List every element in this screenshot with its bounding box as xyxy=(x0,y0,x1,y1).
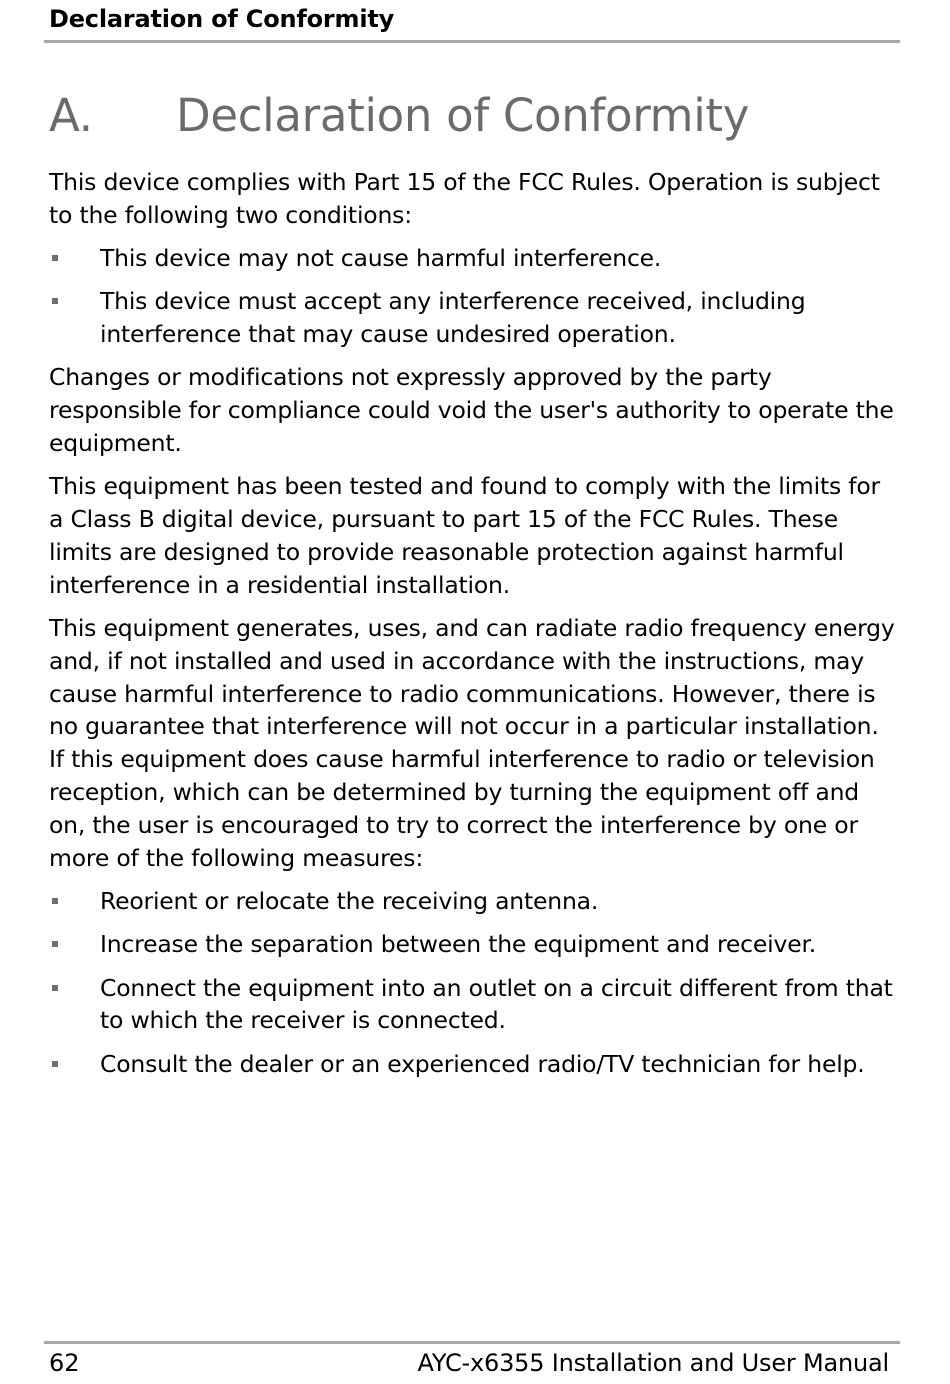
list-item-text: This device may not cause harmful interference. xyxy=(100,244,662,273)
class-b-paragraph: This equipment has been tested and found to comply with the limits for a Class B digital device, pursuant to part 15 of the FCC Rules. These limits are designed to provide reasonable protection against harmful interference in a residential installation. xyxy=(49,472,880,599)
running-header: Declaration of Conformity xyxy=(49,5,395,33)
square-bullet-icon xyxy=(52,898,58,904)
list-item-text: Reorient or relocate the receiving antenna. xyxy=(100,886,599,915)
intro-paragraph: This device complies with Part 15 of the FCC Rules. Operation is subject to the following two conditions: xyxy=(49,168,880,229)
list-item xyxy=(49,885,900,918)
square-bullet-icon xyxy=(52,255,58,261)
header-divider xyxy=(44,40,900,43)
section-title: Declaration of Conformity xyxy=(176,89,750,142)
list-item-text: Connect the equipment into an outlet on a circuit different from that to which the receiver is connected. xyxy=(100,973,893,1035)
footer-divider xyxy=(44,1341,900,1344)
list-item xyxy=(49,285,900,351)
conditions-list xyxy=(49,242,900,351)
manual-title: AYC-x6355 Installation and User Manual xyxy=(417,1349,889,1377)
changes-paragraph: Changes or modifications not expressly approved by the party responsible for compliance could void the user's authority to operate the equipment. xyxy=(49,363,894,458)
list-item xyxy=(49,928,900,961)
square-bullet-icon xyxy=(52,298,58,304)
square-bullet-icon xyxy=(52,985,58,991)
page-number: 62 xyxy=(49,1349,80,1377)
document-body xyxy=(49,166,900,1091)
list-item xyxy=(49,1048,900,1081)
square-bullet-icon xyxy=(52,1061,58,1067)
square-bullet-icon xyxy=(52,941,58,947)
list-item xyxy=(49,972,900,1038)
list-item-text: Consult the dealer or an experienced radio/TV technician for help. xyxy=(100,1049,865,1078)
list-item xyxy=(49,242,900,275)
measures-list xyxy=(49,885,900,1080)
section-letter: A. xyxy=(49,89,93,142)
list-item-text: Increase the separation between the equipment and receiver. xyxy=(100,930,817,959)
page-title xyxy=(49,84,749,148)
interference-paragraph: This equipment generates, uses, and can radiate radio frequency energy and, if not installed and used in accordance with the instructions, may cause harmful interference to radio communications. However, there is no guarantee that interference will not occur in a particular installation. If this equipment does cause harmful interference to radio or television reception, which can be determined by turning the equipment off and on, the user is encouraged to try to correct the interference by one or more of the following measures: xyxy=(49,614,895,872)
list-item-text: This device must accept any interference received, including interference that may cause undesired operation. xyxy=(100,287,806,349)
